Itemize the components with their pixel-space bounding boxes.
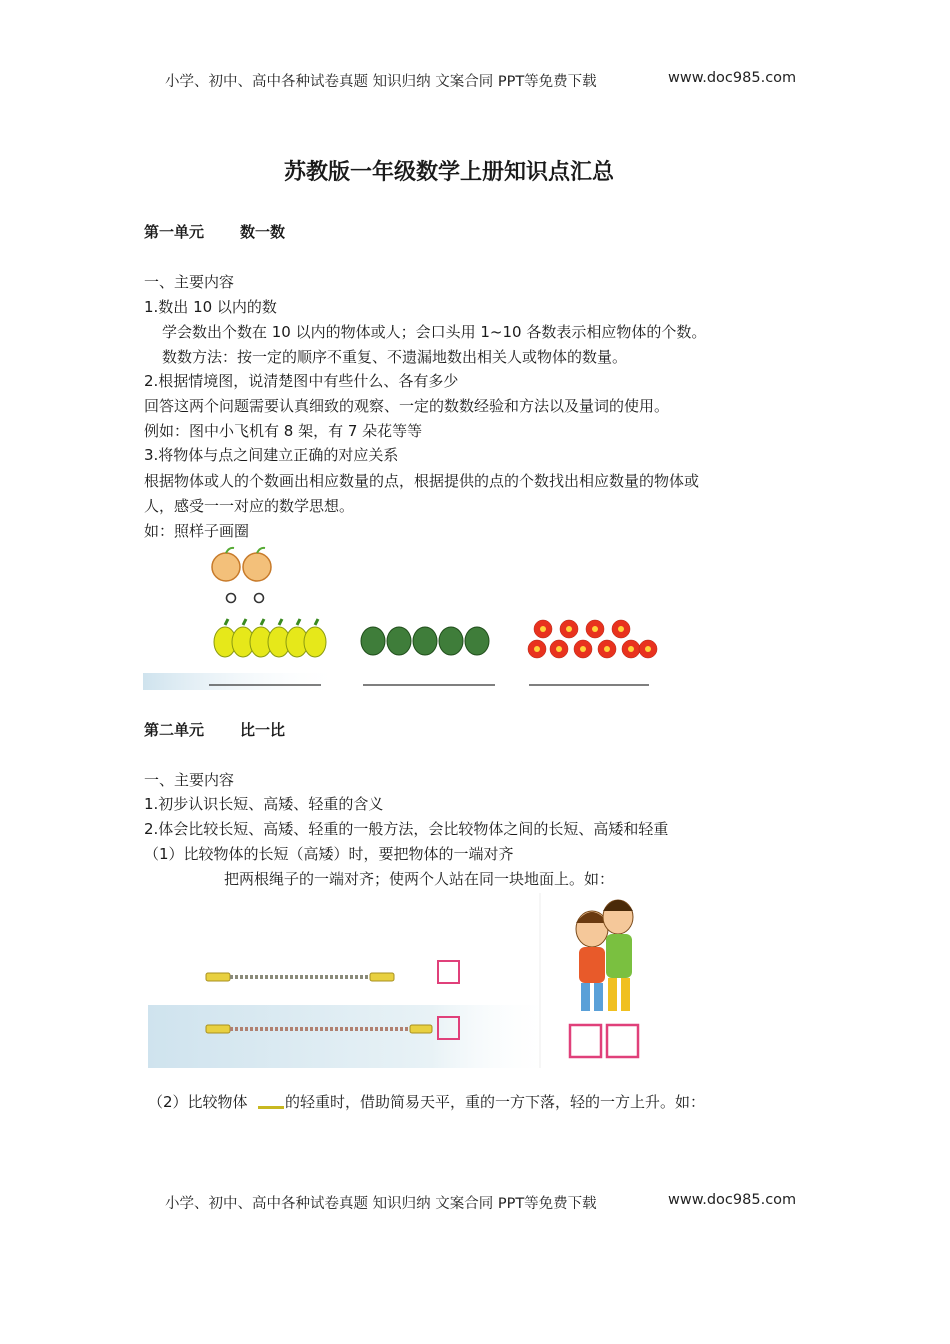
comparison-illustration	[148, 893, 663, 1068]
unit2-line: 1.初步认识长短、高矮、轻重的含义	[144, 795, 384, 813]
apple-icon	[243, 548, 271, 581]
pepper-icon	[361, 627, 385, 655]
unit1-line: 2.根据情境图，说清楚图中有些什么、各有多少	[144, 372, 459, 390]
unit2-subheading: 一、主要内容	[144, 771, 235, 789]
page-title: 苏教版一年级数学上册知识点汇总	[284, 160, 615, 185]
unit1-line: 如：照样子画圈	[144, 522, 250, 540]
child-short-icon	[576, 911, 608, 1011]
unit1-line: 人，感受一一对应的数学思想。	[144, 497, 355, 515]
answer-box	[570, 1025, 601, 1057]
unit1-heading: 第一单元	[144, 223, 205, 241]
unit2-line: （2）比较物体	[148, 1093, 248, 1111]
unit1-line: 回答这两个问题需要认真细致的观察、一定的数数经验和方法以及量词的使用。	[144, 397, 670, 415]
rope-short	[206, 973, 394, 981]
header-text: 小学、初中、高中各种试卷真题 知识归纳 文案合同 PPT等免费下载	[165, 74, 597, 90]
footer-site[interactable]: www.doc985.com	[668, 1192, 797, 1208]
footer-text: 小学、初中、高中各种试卷真题 知识归纳 文案合同 PPT等免费下载	[165, 1196, 597, 1212]
unit2-line: 2.体会比较长短、高矮、轻重的一般方法，会比较物体之间的长短、高矮和轻重	[144, 820, 669, 838]
pear-icon	[304, 619, 326, 657]
pepper-icon	[465, 627, 489, 655]
circle-mark-icon	[227, 594, 236, 603]
unit2-name: 比一比	[240, 721, 286, 739]
unit1-line: 数数方法：按一定的顺序不重复、不遗漏地数出相关人或物体的数量。	[162, 348, 628, 366]
unit1-line: 学会数出个数在 10 以内的物体或人；会口头用 1~10 各数表示相应物体的个数。	[162, 323, 707, 341]
unit1-line: 3.将物体与点之间建立正确的对应关系	[144, 446, 399, 464]
unit1-line: 1.数出 10 以内的数	[144, 298, 277, 316]
unit1-subheading: 一、主要内容	[144, 273, 235, 291]
answer-box	[438, 961, 459, 983]
unit1-name: 数一数	[240, 223, 286, 241]
pepper-icon	[387, 627, 411, 655]
unit2-line: 把两根绳子的一端对齐；使两个人站在同一块地面上。如：	[224, 870, 615, 888]
header-site[interactable]: www.doc985.com	[668, 70, 797, 86]
pepper-icon	[413, 627, 437, 655]
unit2-heading: 第二单元	[144, 721, 205, 739]
child-tall-icon	[603, 900, 633, 1011]
apple-icon	[212, 548, 240, 581]
unit2-line: 的轻重时，借助简易天平，重的一方下落，轻的一方上升。如：	[285, 1093, 706, 1111]
circle-mark-icon	[255, 594, 264, 603]
answer-box	[607, 1025, 638, 1057]
highlight-mark	[258, 1106, 284, 1109]
counting-illustration	[143, 545, 660, 690]
unit2-line: （1）比较物体的长短（高矮）时，要把物体的一端对齐	[144, 845, 514, 863]
unit1-line: 例如：图中小飞机有 8 架，有 7 朵花等等	[144, 422, 423, 440]
unit1-line: 根据物体或人的个数画出相应数量的点，根据提供的点的个数找出相应数量的物体或	[144, 472, 700, 490]
pepper-icon	[439, 627, 463, 655]
